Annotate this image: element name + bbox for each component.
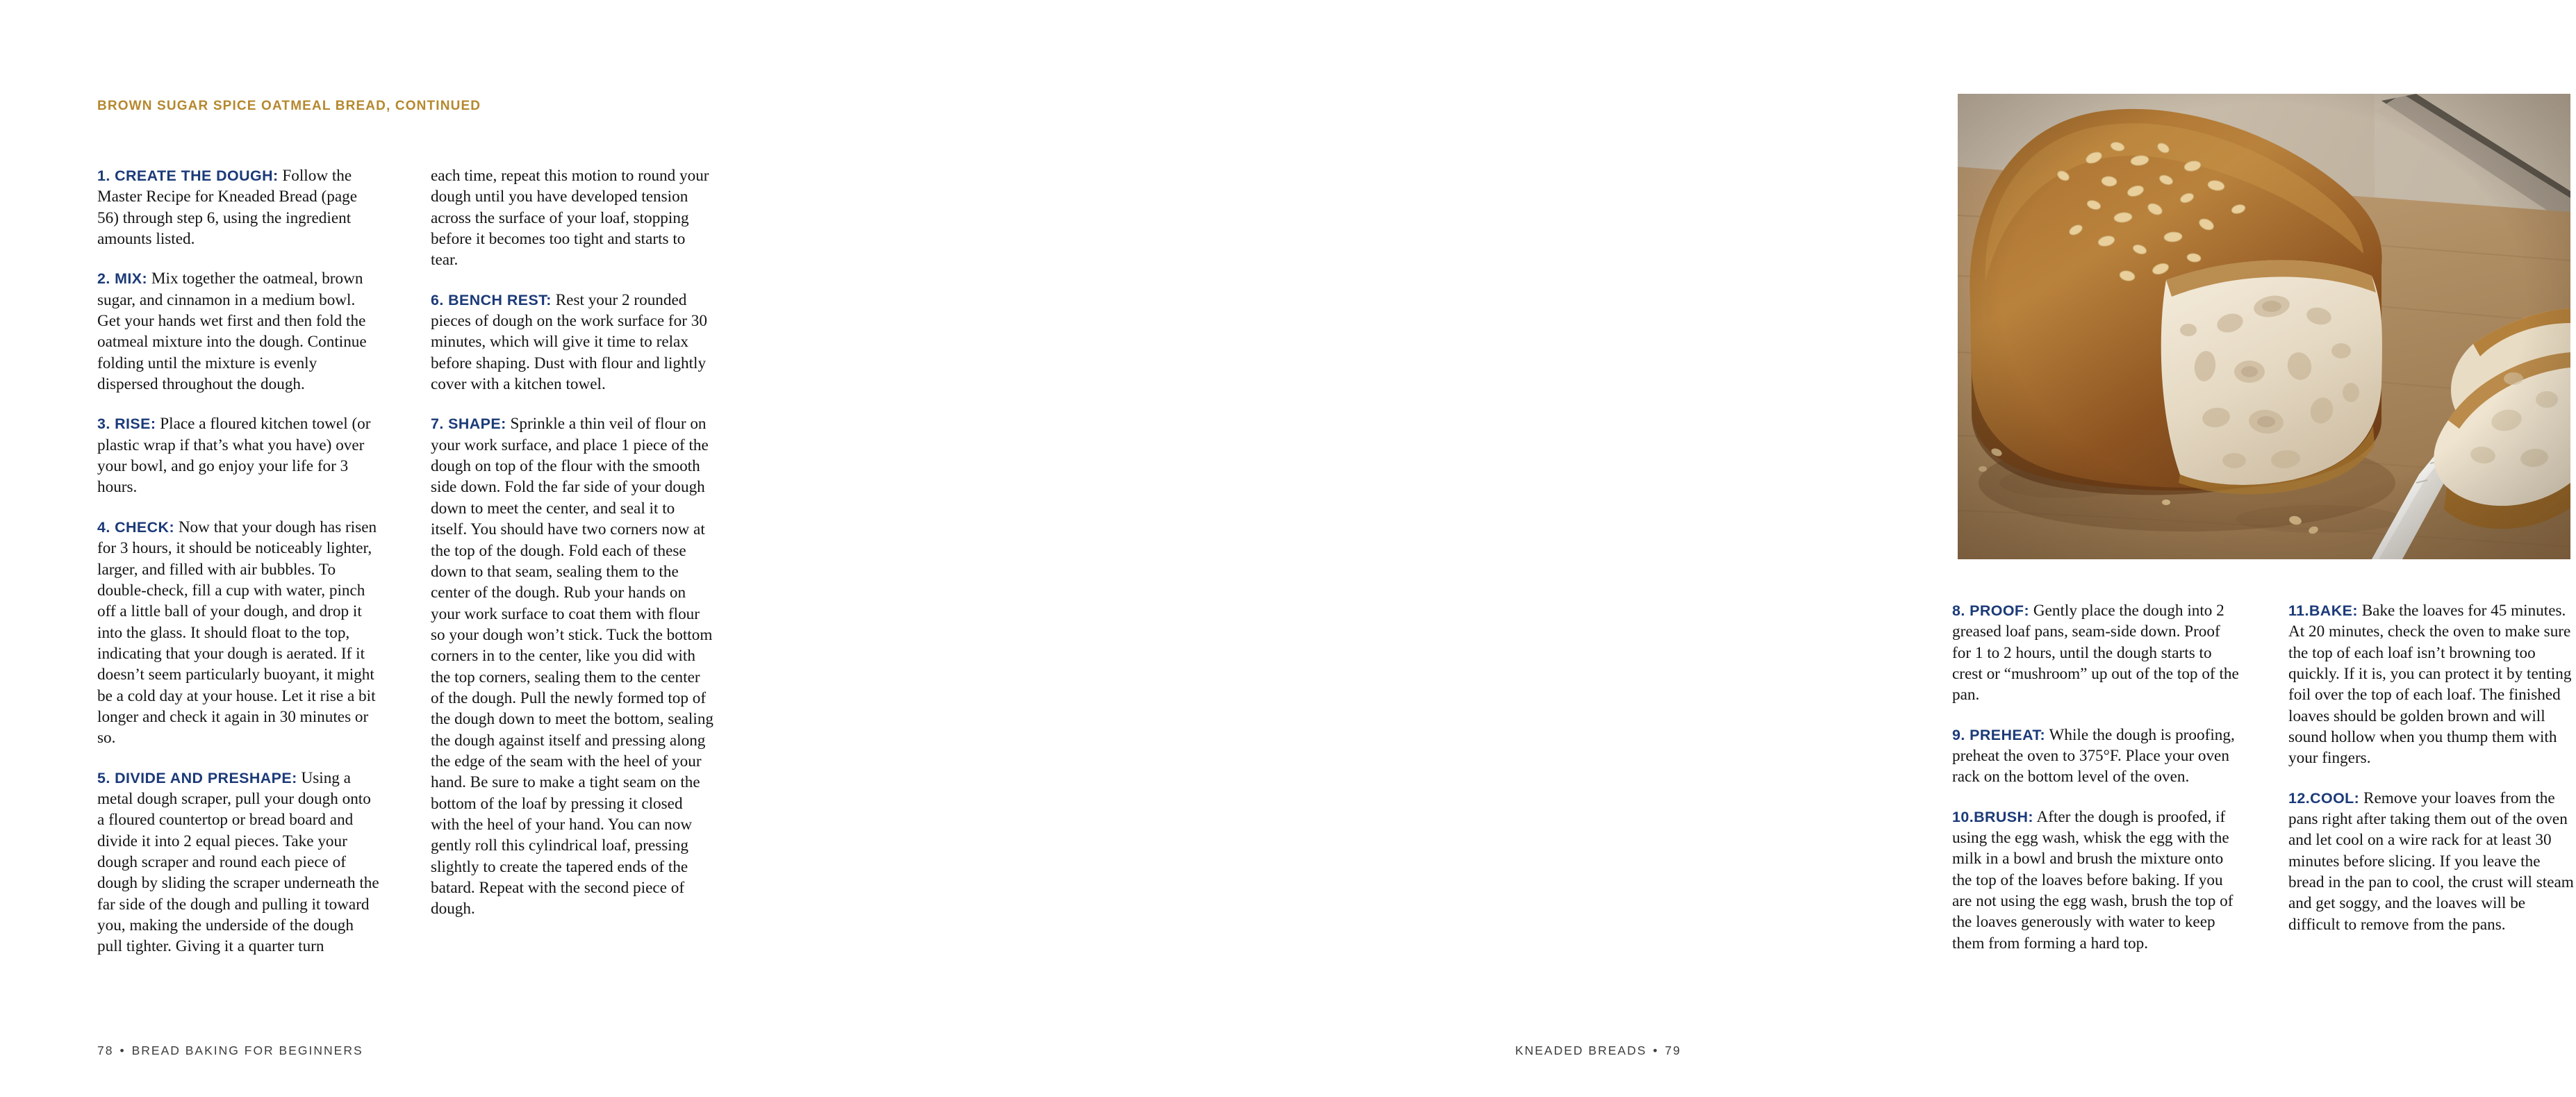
step-text: While the dough is proofing, preheat the oven to 375°F. Place your oven rack on the bottom level of the oven. bbox=[1952, 725, 2235, 786]
step-text: Remove your loaves from the pans right after taking them out of the oven and let cool on a wire rack for at least 30 minutes before slicing. If you leave the bread in the pan to cool, the crust will steam and get soggy, and the loaves will be difficult to remove from the pans. bbox=[2288, 789, 2574, 934]
book-title: BREAD BAKING FOR BEGINNERS bbox=[131, 1044, 363, 1057]
step-text: Bake the loaves for 45 minutes. At 20 minutes, check the oven to make sure the top of each loaf isn’t browning too quickly. If it is, you can protect it by tenting foil over the top of each loaf. The finished loaves should be golden brown and will sound hollow when you thump them with your fingers. bbox=[2288, 602, 2572, 768]
step-label: 12.COOL: bbox=[2288, 789, 2360, 807]
step-label: 7. SHAPE: bbox=[431, 415, 506, 433]
folio-separator: • bbox=[1653, 1044, 1659, 1057]
folio-right bbox=[1515, 1044, 1681, 1058]
page-right bbox=[889, 0, 2574, 1097]
step-text: Mix together the oatmeal, brown sugar, and cinnamon in a medium bowl. Get your hands wet first and then fold the oatmeal mixture into the dough. Continue folding until the mixture is evenly dispersed throughout the dough. bbox=[97, 270, 367, 394]
left-column-1 bbox=[97, 165, 381, 957]
step-text: Sprinkle a thin veil of flour on your work surface, and place 1 piece of the dough on top of the flour with the smooth side down. Fold the far side of your dough down to meet the center, and seal it to itself. You should have two corners now at the top of the dough. Fold each of these down to that seam, sealing them to the center of the dough. Rub your hands on your work surface to coat them with flour so your dough won’t stick. Tuck the bottom corners in to the center, like you did with the top corners, sealing them to the center of the dough. Pull the newly formed top of the dough down to meet the bottom, sealing the dough against itself and pressing along the edge of the seam with the heel of your hand. Be sure to make a tight seam on the bottom of the loaf by pressing it closed with the heel of your hand. You can now gently roll this cylindrical loaf, pressing slightly to create the tapered ends of the batard. Repeat with the second piece of dough. bbox=[431, 415, 714, 918]
recipe-step-continuation bbox=[431, 165, 714, 271]
step-text: Using a metal dough scraper, pull your dough onto a floured countertop or bread board and divide it into 2 equal pieces. Take your dough scraper and round each piece of dough by sliding the scraper underneath the far side of the dough and pulling it toward you, making the underside of the dough pull tighter. Giving it a quarter turn bbox=[97, 768, 379, 956]
step-label: 1. CREATE THE DOUGH: bbox=[97, 167, 279, 184]
recipe-step bbox=[97, 517, 381, 749]
page-left bbox=[0, 0, 889, 1097]
left-page-columns bbox=[97, 165, 714, 957]
bread-photograph bbox=[1958, 94, 2570, 559]
folio-left bbox=[97, 1044, 363, 1058]
recipe-step bbox=[1952, 725, 2240, 788]
step-label: 11.BAKE: bbox=[2288, 602, 2358, 619]
recipe-step bbox=[2288, 788, 2576, 935]
recipe-step bbox=[1952, 807, 2240, 954]
step-text: After the dough is proofed, if using the egg wash, whisk the egg with the milk in a bowl and brush the mixture onto the top of the loaves before baking. If you are not using the egg wash, brush the top of the loaves generously with water to keep them from forming a hard top. bbox=[1952, 807, 2234, 952]
folio-separator: • bbox=[119, 1044, 126, 1057]
step-label: 5. DIVIDE AND PRESHAPE: bbox=[97, 769, 297, 786]
step-text: Rest your 2 rounded pieces of dough on the work surface for 30 minutes, which will give it time to relax before shaping. Dust with flour and lightly cover with a kitchen towel. bbox=[431, 290, 707, 394]
recipe-step bbox=[97, 413, 381, 497]
step-label: 10.BRUSH: bbox=[1952, 808, 2033, 825]
recipe-step bbox=[2288, 600, 2576, 769]
right-page-columns bbox=[1952, 600, 2576, 954]
right-column-2 bbox=[2288, 600, 2576, 954]
chapter-title: KNEADED BREADS bbox=[1514, 1044, 1647, 1057]
step-text: Place a floured kitchen towel (or plastic wrap if that’s what you have) over your bowl, and go enjoy your life for 3 hours. bbox=[97, 415, 371, 497]
page-number: 79 bbox=[1665, 1044, 1681, 1057]
step-text: Gently place the dough into 2 greased loaf pans, seam-side down. Proof for 1 to 2 hours, until the dough starts to crest or “mushroom” up out of the top of the pan. bbox=[1952, 602, 2239, 704]
step-label: 9. PREHEAT: bbox=[1952, 726, 2046, 743]
recipe-step bbox=[97, 165, 381, 249]
right-column-1 bbox=[1952, 600, 2240, 954]
recipe-step bbox=[431, 290, 714, 395]
page-number: 78 bbox=[97, 1044, 114, 1057]
bread-photo-illustration bbox=[1958, 94, 2570, 559]
step-text: Now that your dough has risen for 3 hours, it should be noticeably lighter, larger, and filled with air bubbles. To double-check, fill a cup with water, pinch off a little ball of your dough, and drop it into the glass. It should float to the top, indicating that your dough is aerated. If it doesn’t seem particularly buoyant, it might be a cold day at your house. Let it rise a bit longer and check it again in 30 minutes or so. bbox=[97, 518, 377, 748]
step-label: 3. RISE: bbox=[97, 415, 156, 433]
recipe-step bbox=[1952, 600, 2240, 706]
step-label: 2. MIX: bbox=[97, 270, 148, 288]
running-head: BROWN SUGAR SPICE OATMEAL BREAD, CONTINUED bbox=[97, 99, 481, 113]
step-label: 8. PROOF: bbox=[1952, 602, 2030, 619]
step-label: 4. CHECK: bbox=[97, 518, 175, 536]
step-text: each time, repeat this motion to round your dough until you have developed tension across the surface of your loaf, stopping before it becomes too tight and starts to tear. bbox=[431, 167, 709, 270]
step-label: 6. BENCH REST: bbox=[431, 291, 552, 308]
step-text: Follow the Master Recipe for Kneaded Bread (page 56) through step 6, using the ingredient amounts listed. bbox=[97, 167, 358, 249]
left-column-2 bbox=[431, 165, 714, 957]
recipe-step bbox=[97, 268, 381, 395]
recipe-step bbox=[97, 768, 381, 957]
recipe-step bbox=[431, 413, 714, 919]
